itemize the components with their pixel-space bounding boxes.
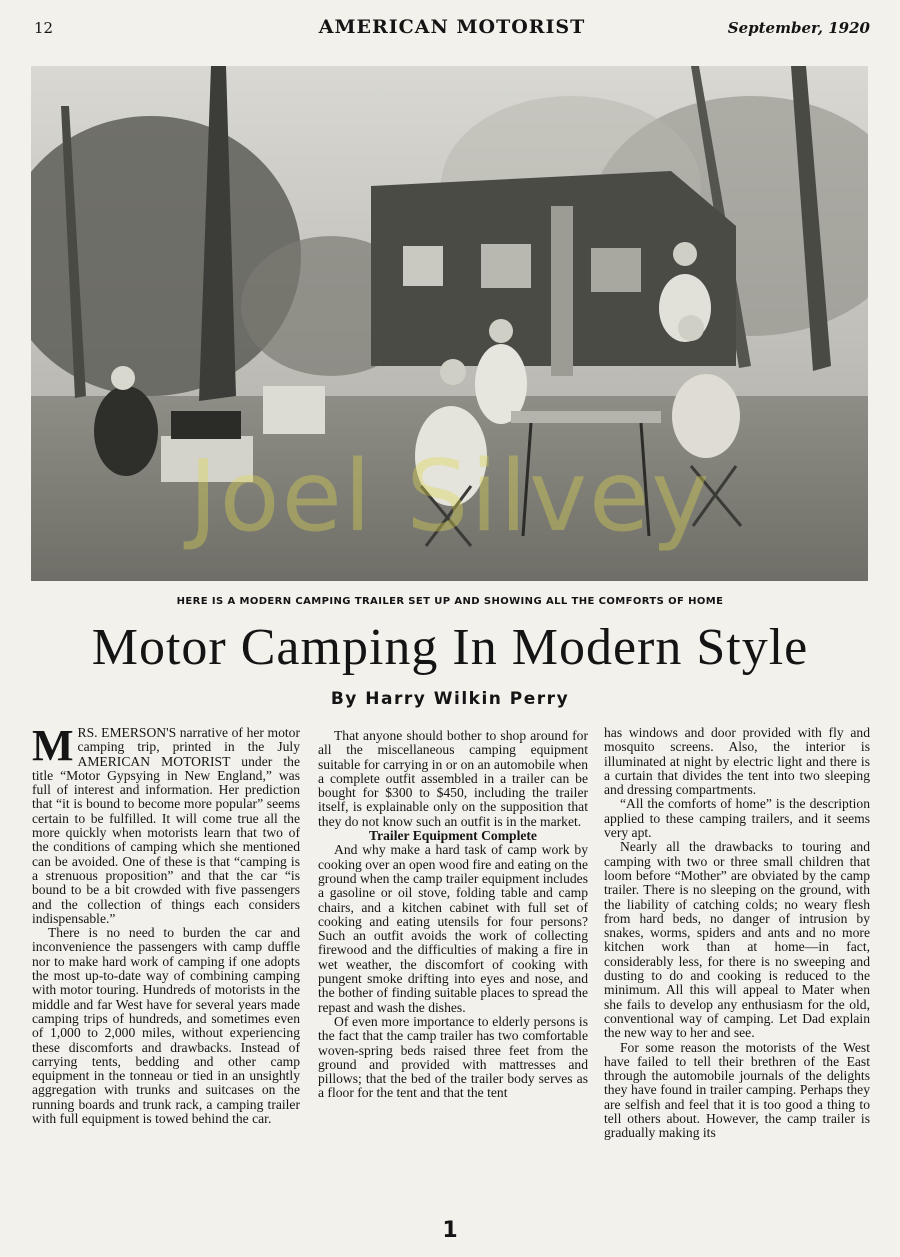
folio-number: 1: [442, 1218, 458, 1243]
section-subhead: Trailer Equipment Complete: [369, 828, 537, 844]
paragraph: has windows and door provided with fly and mosquito screens. Also, the interior is illuminated at night by electric light and there is a curtain that divides the tent into two sleeping and dressing compartments.: [604, 725, 870, 798]
issue-date: September, 1920: [727, 19, 870, 37]
photo-caption: HERE IS A MODERN CAMPING TRAILER SET UP AND SHOWING ALL THE COMFORTS OF HOME: [176, 596, 724, 607]
paragraph: For some reason the motorists of the West have failed to tell their brethren of the East through the automobile journals of the delights they have found in trailer camping. Perhaps they are selfish and feel that it is too good a thing to tell others about. However, the camp trailer is gradually making its: [604, 1039, 870, 1141]
paragraph: That anyone should bother to shop around for all the miscellaneous camping equipment suitable for carrying in or on an automobile when a complete outfit assembled in a trailer can be bought for $300 to $450, including the trailer itself, is explainable only on the supposition that they do not know such an outfit is in the market.: [318, 728, 588, 829]
running-header: [34, 16, 870, 44]
paragraph: MRS. EMERSON'S narrative of her motor camping trip, printed in the July AMERICAN MOTORIST under the title “Motor Gypsying in New England,” was full of interest and information. Her prediction that “it is bound to become more popular” seems certain to be fulfilled. It will come true all the more quickly when motorists learn that two of the conditions of camping which she mentioned can be avoided. One of these is that “camping is a strenuous proposition” and that the car “is bound to be a bit crowded with five passengers and the collection of things each considers indispensable.”: [32, 721, 300, 926]
article-column-2: [318, 729, 588, 1101]
page-number: 12: [34, 19, 54, 37]
paragraph: There is no need to burden the car and inconvenience the passengers with camp duffle nor to make hard work of camping if one adopts the most up-to-date way of combining camping with motor touring. Hundreds of motorists in the middle and far West have for several years made camping trips of hundreds, and sometimes even of 1,000 to 2,000 miles, without experiencing these discomforts and drawbacks. Instead of carrying tents, bedding and other camp equipment in the tonneau or tied in an unsightly aggregation with trunks and suitcases on the running boards and trunk rack, a camping trailer with full equipment is towed behind the car.: [32, 925, 300, 1127]
paragraph: Nearly all the drawbacks to touring and camping with two or three small children that loom before “Mother” are obviated by the camp trailer. There is no sleeping on the ground, with the liability of catching colds; no weary flesh from hard beds, no danger of intrusion by snakes, worms, spiders and ants and no more kitchen work than at home—in fact, considerably less, for there is no sweeping and dusting to do and cooking is reduced to the minimum. All this will appeal to Mater when she fails to develop any enthusiasm for the old, conventional way of camping. Let Dad explain the new way to her and see.: [604, 839, 870, 1041]
paragraph: Of even more importance to elderly persons is the fact that the camp trailer has two comfortable woven-spring beds raised three feet from the ground and provided with mattresses and pillows; that the bed of the trailer body serves as a floor for the tent and that the tent: [318, 1013, 588, 1101]
watermark: Joel Silvey: [188, 440, 712, 554]
photo-illustration: [31, 66, 868, 581]
drop-cap: M: [32, 721, 74, 770]
paragraph: And why make a hard task of camp work by cooking over an open wood fire and eating on the ground when the camp trailer equipment includes a gasoline or oil stove, folding table and camp chairs, and a kitchen cabinet with full set of cooking and eating utensils for four persons? Such an outfit avoids the work of collecting firewood and the difficulties of making a fire in wet weather, the discomfort of cooking with pungent smoke drifting into eyes and nose, and the bother of finding suitable places to spread the repast and wash the dishes.: [318, 842, 588, 1015]
article-title: Motor Camping In Modern Style: [91, 619, 809, 676]
article-column-1: [32, 721, 300, 1127]
article-column-3: [604, 726, 870, 1141]
masthead: AMERICAN MOTORIST: [318, 16, 586, 38]
camping-trailer-photo: [31, 66, 868, 581]
paragraph: “All the comforts of home” is the description applied to these camping trailers, and it seems very apt.: [604, 796, 870, 841]
article-byline: By Harry Wilkin Perry: [330, 689, 570, 709]
